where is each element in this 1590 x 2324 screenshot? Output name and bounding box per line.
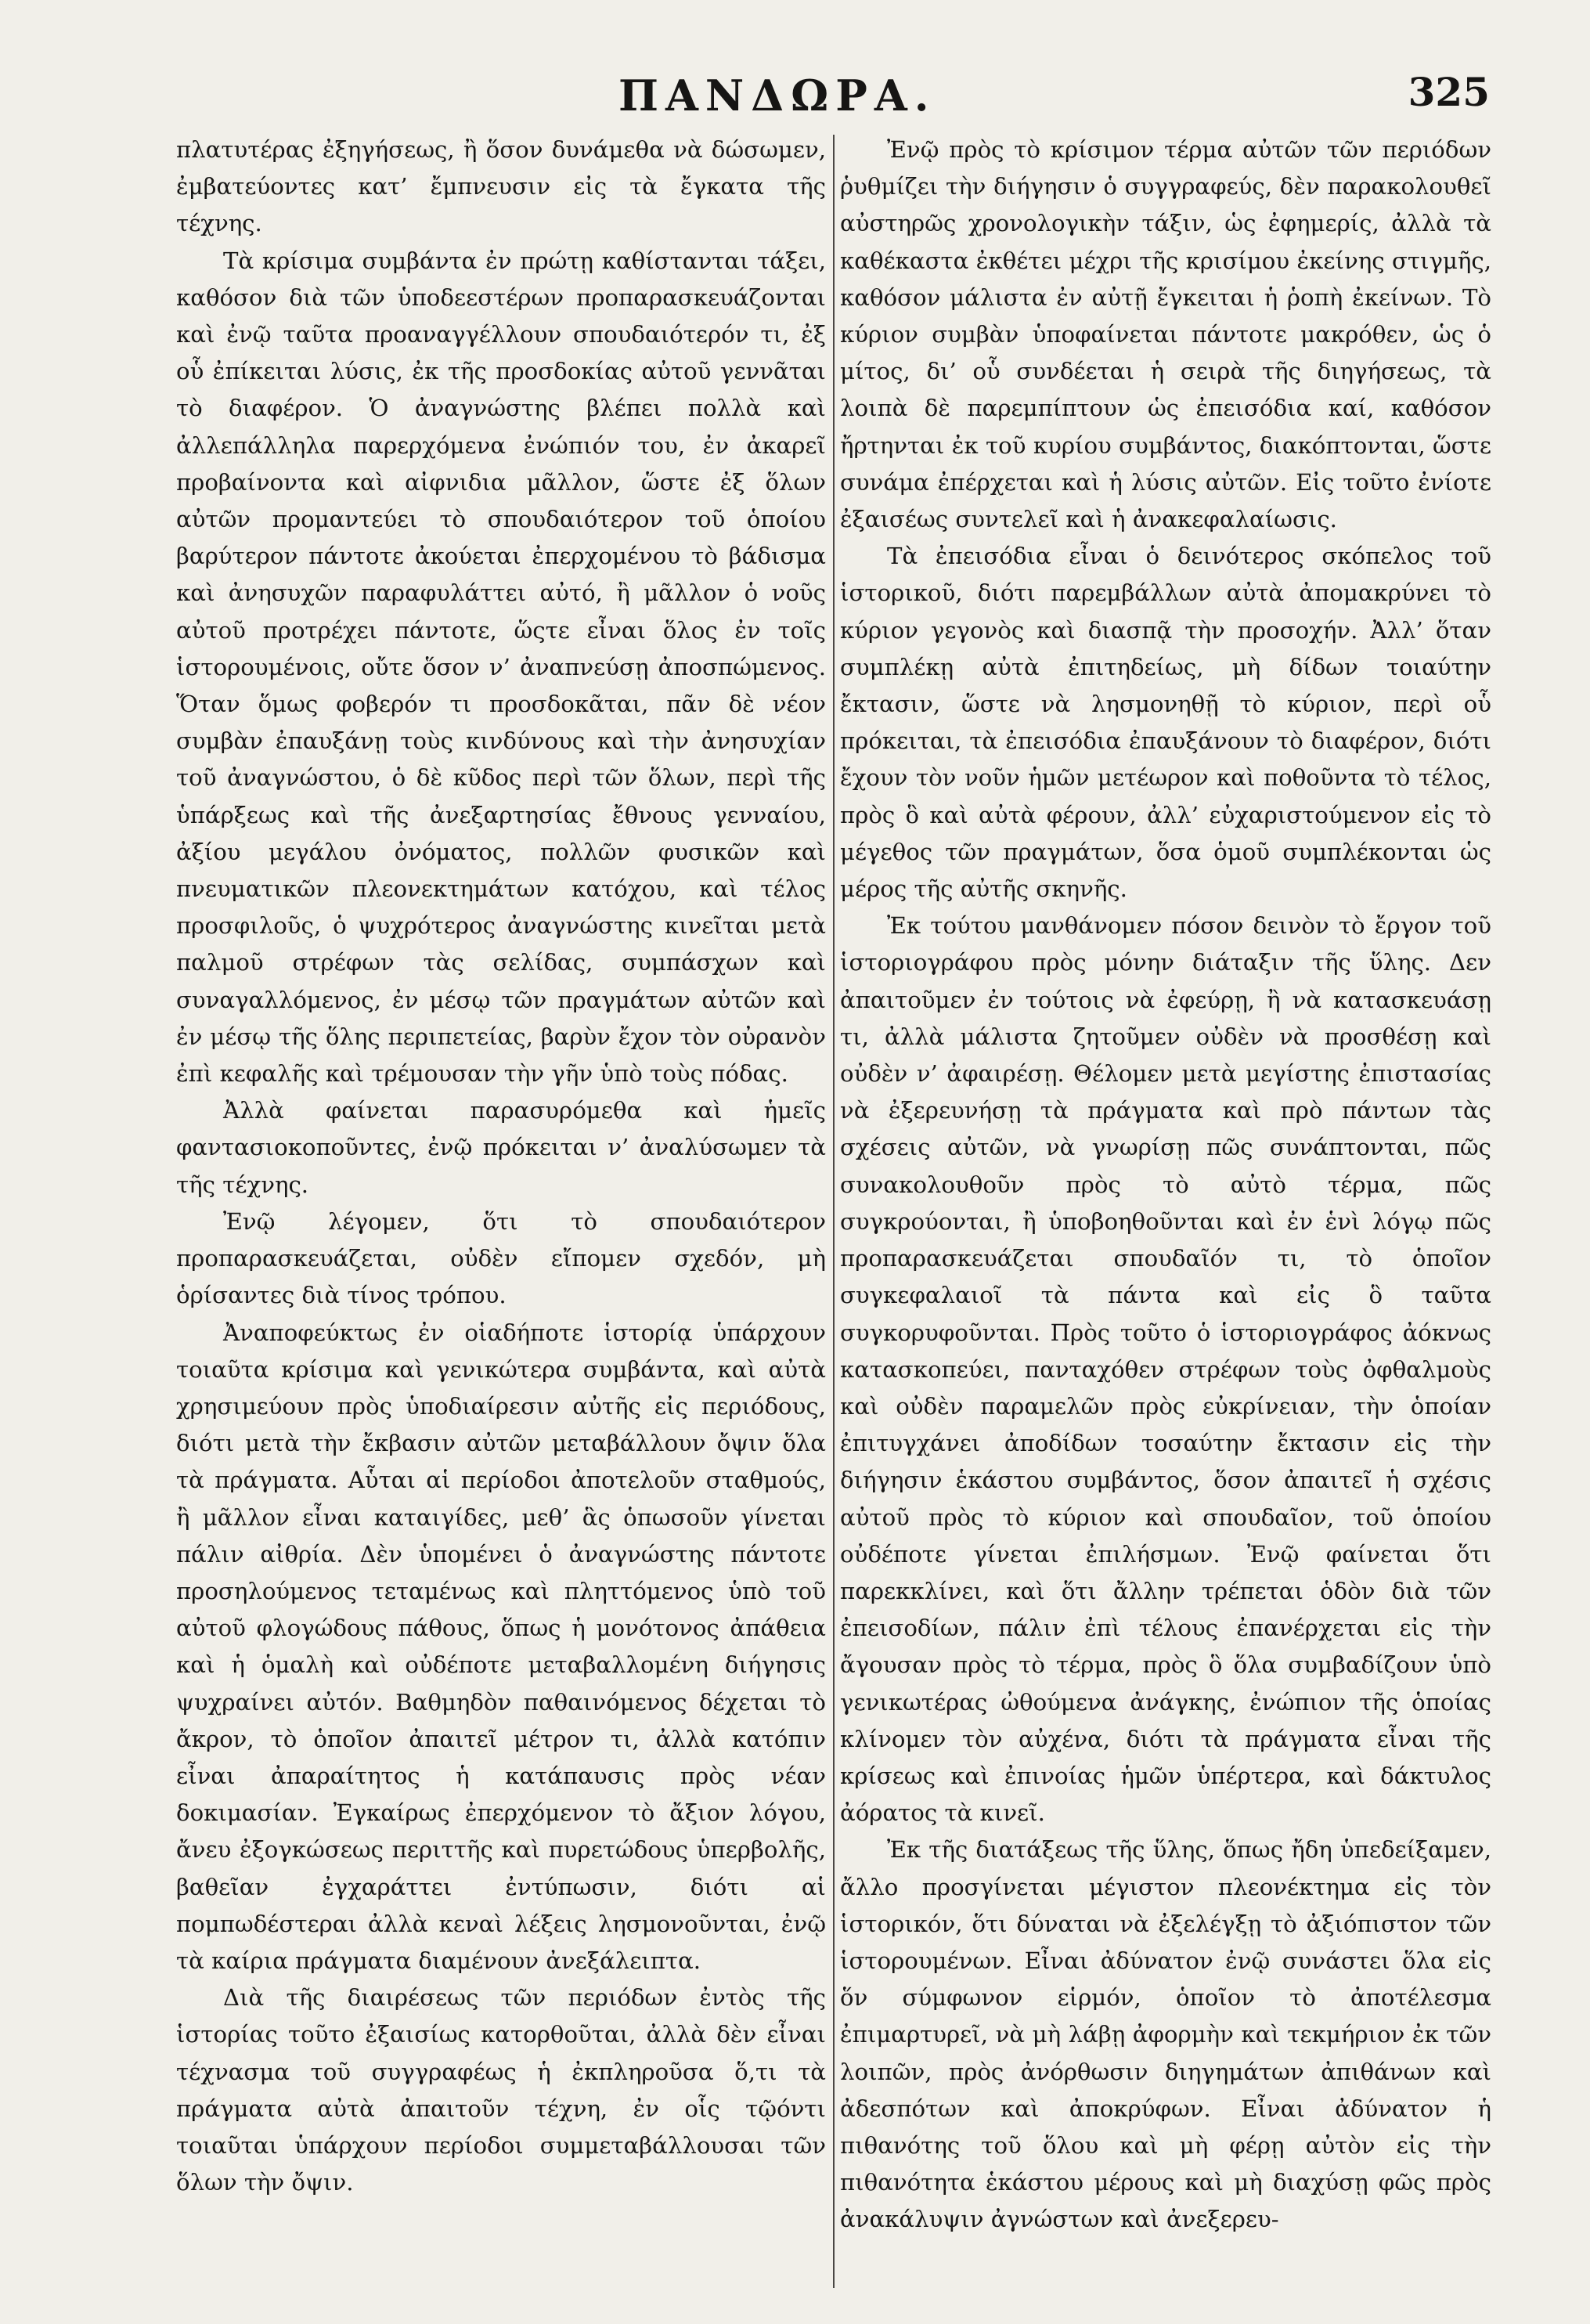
paragraph: Τὰ ἐπεισόδια εἶναι ὁ δεινότερος σκόπελος τοῦ ἱστορικοῦ, διότι παρεμβάλλων αὐτὰ ἀπομακρύνει τὸ κύριον γεγονὸς καὶ διασπᾷ τὴν προσοχήν. Ἀλλ’ ὅταν συμπλέκῃ αὐτὰ ἐπιτηδείως, μὴ δίδων τοιαύτην ἔκτασιν, ὥστε νὰ λησμονηθῇ τὸ κύριον, περὶ οὗ πρόκειται, τὰ ἐπεισόδια ἐπαυξάνουν τὸ διαφέρον, διότι ἔχουν τὸν νοῦν ἡμῶν μετέωρον καὶ ποθοῦντα τὸ τέλος, πρὸς ὃ καὶ αὐτὰ φέρουν, ἀλλ’ εὐχαριστούμενον εἰς τὸ μέγεθος τῶν πραγμάτων, ὅσα ὁμοῦ συμπλέκονται ὡς μέρος τῆς αὐτῆς σκηνῆς.	[840, 543, 1491, 903]
paragraph: Ἐκ τούτου μανθάνομεν πόσον δεινὸν τὸ ἔργον τοῦ ἱστοριογράφου πρὸς μόνην διάταξιν τῆς ὕλης. Δεν ἀπαιτοῦμεν ἐν τούτοις νὰ ἐφεύρῃ, ἢ νὰ κατασκευάσῃ τι, ἀλλὰ μάλιστα ζητοῦμεν οὐδὲν νὰ προσθέσῃ καὶ οὐδὲν ν’ ἀφαιρέσῃ. Θέλομεν μετὰ μεγίστης ἐπιστασίας νὰ ἐξερευνήσῃ τὰ πράγματα καὶ πρὸ πάντων τὰς σχέσεις αὐτῶν, νὰ γνωρίσῃ πῶς συνάπτονται, πῶς συνακολουθοῦν πρὸς τὸ αὐτὸ τέρμα, πῶς συγκρούονται, ἢ ὑποβοηθοῦνται καὶ ἐν ἑνὶ λόγῳ πῶς προπαρασκευάζεται σπουδαῖόν τι, τὸ ὁποῖον συγκεφαλαιοῖ τὰ πάντα καὶ εἰς ὃ ταῦτα συγκορυφοῦνται. Πρὸς τοῦτο ὁ ἱστοριογράφος ἀόκνως κατασκοπεύει, πανταχόθεν στρέφων τοὺς ὀφθαλμοὺς καὶ οὐδὲν παραμελῶν πρὸς εὐκρίνειαν, τὴν ὁποίαν ἐπιτυγχάνει ἀποδίδων τοσαύτην ἔκτασιν εἰς τὴν διήγησιν ἑκάστου συμβάντος, ὅσον ἀπαιτεῖ ἡ σχέσις αὐτοῦ πρὸς τὸ κύριον καὶ σπουδαῖον, τοῦ ὁποίου οὐδέποτε γίνεται ἐπιλήσμων. Ἐνῷ φαίνεται ὅτι παρεκκλίνει, καὶ ὅτι ἄλλην τρέπεται ὁδὸν διὰ τῶν ἐπεισοδίων, πάλιν ἐπὶ τέλους ἐπανέρχεται εἰς τὴν ἄγουσαν πρὸς τὸ τέρμα, πρὸς ὃ ὅλα συμβαδίζουν ὑπὸ γενικωτέρας ὠθούμενα ἀνάγκης, ἐνώπιον τῆς ὁποίας κλίνομεν τὸν αὐχένα, διότι τὰ πράγματα εἶναι τῆς κρίσεως καὶ ἐπινοίας ἡμῶν ὑπέρτερα, καὶ δάκτυλος ἀόρατος τὰ κινεῖ.	[840, 912, 1491, 1827]
paragraph: Ἀλλὰ φαίνεται παρασυρόμεθα καὶ ἡμεῖς φαντασιοκοποῦντες, ἐνῷ πρόκειται ν’ ἀναλύσωμεν τὰ τῆς τέχνης.	[176, 1097, 826, 1198]
left-column	[176, 132, 826, 2201]
paragraph: Ἐνῷ λέγομεν, ὅτι τὸ σπουδαιότερον προπαρασκευάζεται, οὐδὲν εἴπομεν σχεδόν, μὴ ὁρίσαντες διὰ τίνος τρόπου.	[176, 1207, 826, 1309]
paragraph: Ἐκ τῆς διατάξεως τῆς ὕλης, ὅπως ἤδη ὑπεδείξαμεν, ἄλλο προσγίνεται μέγιστον πλεονέκτημα εἰς τὸν ἱστορικόν, ὅτι δύναται νὰ ἐξελέγξῃ τὸ ἀξιόπιστον τῶν ἱστορουμένων. Εἶναι ἀδύνατον ἐνῷ συνάστει ὅλα εἰς ὅν σύμφωνον εἱρμόν, ὁποῖον τὸ ἀποτέλεσμα ἐπιμαρτυρεῖ, νὰ μὴ λάβῃ ἀφορμὴν καὶ τεκμήριον ἐκ τῶν λοιπῶν, πρὸς ἀνόρθωσιν διηγημάτων ἀπιθάνων καὶ ἀδεσπότων καὶ ἀποκρύφων. Εἶναι ἀδύνατον ἡ πιθανότης τοῦ ὅλου καὶ μὴ φέρῃ αὐτὸν εἰς τὴν πιθανότητα ἑκάστου μέρους καὶ μὴ διαχύσῃ φῶς πρὸς ἀνακάλυψιν ἀγνώστων καὶ ἀνεξερευ-	[840, 1836, 1491, 2233]
running-head	[0, 66, 1590, 128]
column-divider	[833, 135, 835, 2288]
paragraph: Ἐνῷ πρὸς τὸ κρίσιμον τέρμα αὐτῶν τῶν περιόδων ῥυθμίζει τὴν διήγησιν ὁ συγγραφεύς, δὲν παρακολουθεῖ αὐστηρῶς χρονολογικὴν τάξιν, ὡς ἐφημερίς, ἀλλὰ τὰ καθέκαστα ἐκθέτει μέχρι τῆς κρισίμου ἐκείνης στιγμῆς, καθόσον μάλιστα ἐν αὐτῇ ἔγκειται ἡ ῥοπὴ ἐκείνων. Τὸ κύριον συμβὰν ὑποφαίνεται πάντοτε μακρόθεν, ὡς ὁ μίτος, δι’ οὗ συνδέεται ἡ σειρὰ τῆς διηγήσεως, τὰ λοιπὰ δὲ παρεμπίπτουν ὡς ἐπεισόδια καί, καθόσον ἤρτηνται ἐκ τοῦ κυρίου συμβάντος, διακόπτονται, ὥστε συνάμα ἐπέρχεται καὶ ἡ λύσις αὐτῶν. Εἰς τοῦτο ἐνίοτε ἐξαισέως συντελεῖ καὶ ἡ ἀνακεφαλαίωσις.	[840, 136, 1491, 533]
paragraph: Τὰ κρίσιμα συμβάντα ἐν πρώτῃ καθίστανται τάξει, καθόσον διὰ τῶν ὑποδεεστέρων προπαρασκευάζονται καὶ ἐνῷ ταῦτα προαναγγέλλουν σπουδαιότερόν τι, ἐξ οὗ ἐπίκειται λύσις, ἐκ τῆς προσδοκίας αὐτοῦ γεννᾶται τὸ διαφέρον. Ὁ ἀναγνώστης βλέπει πολλὰ καὶ ἀλλεπάλληλα παρερχόμενα ἐνώπιόν του, ἐν ἀκαρεῖ προβαίνοντα καὶ αἰφνιδια μᾶλλον, ὥστε ἐξ ὅλων αὐτῶν προμαντεύει τὸ σπουδαιότερον τοῦ ὁποίου βαρύτερον πάντοτε ἀκούεται ἐπερχομένου τὸ βάδισμα καὶ ἀνησυχῶν παραφυλάττει αὐτό, ἢ μᾶλλον ὁ νοῦς αὐτοῦ προτρέχει πάντοτε, ὥςτε εἶναι ὅλος ἐν τοῖς ἱστορουμένοις, οὔτε ὅσον ν’ ἀναπνεύσῃ ἀποσπώμενος. Ὅταν ὅμως φοβερόν τι προσδοκᾶται, πᾶν δὲ νέον συμβὰν ἐπαυξάνῃ τοὺς κινδύνους καὶ τὴν ἀνησυχίαν τοῦ ἀναγνώστου, ὁ δὲ κῦδος περὶ τῶν ὅλων, περὶ τῆς ὑπάρξεως καὶ τῆς ἀνεξαρτησίας ἔθνους γενναίου, ἀξίου μεγάλου ὀνόματος, πολλῶν φυσικῶν καὶ πνευματικῶν πλεονεκτημάτων κατόχου, καὶ τέλος προσφιλοῦς, ὁ ψυχρότερος ἀναγνώστης κινεῖται μετὰ παλμοῦ στρέφων τὰς σελίδας, συμπάσχων καὶ συναγαλλόμενος, ἐν μέσῳ τῶν πραγμάτων αὐτῶν καὶ ἐν μέσῳ τῆς ὅλης περιπετείας, βαρὺν ἔχον τὸν οὐρανὸν ἐπὶ κεφαλῆς καὶ τρέμουσαν τὴν γῆν ὑπὸ τοὺς πόδας.	[176, 247, 826, 1088]
journal-title: ΠΑΝΔΩΡΑ.	[618, 70, 936, 121]
paragraph: πλατυτέρας ἐξηγήσεως, ἢ ὅσον δυνάμεθα νὰ δώσωμεν, ἐμβατεύοντες κατ’ ἔμπνευσιν εἰς τὰ ἔγκατα τῆς τέχνης.	[176, 136, 826, 237]
paragraph: Διὰ τῆς διαιρέσεως τῶν περιόδων ἐντὸς τῆς ἱστορίας τοῦτο ἐξαισίως κατορθοῦται, ἀλλὰ δὲν εἶναι τέχνασμα τοῦ συγγραφέως ἡ ἐκπληροῦσα ὅ,τι τὰ πράγματα αὐτὰ ἀπαιτοῦν τέχνη, ἐν οἷς τῷόντι τοιαῦται ὑπάρχουν περίοδοι συμμεταβάλλουσαι τῶν ὅλων τὴν ὄψιν.	[176, 1984, 826, 2196]
right-column	[840, 132, 1491, 2239]
paragraph: Ἀναποφεύκτως ἐν οἱαδήποτε ἱστορίᾳ ὑπάρχουν τοιαῦτα κρίσιμα καὶ γενικώτερα συμβάντα, καὶ αὐτὰ χρησιμεύουν πρὸς ὑποδιαίρεσιν αὐτῆς εἰς περιόδους, διότι μετὰ τὴν ἔκβασιν αὐτῶν μεταβάλλουν ὄψιν ὅλα τὰ πράγματα. Αὗται αἱ περίοδοι ἀποτελοῦν σταθμούς, ἢ μᾶλλον εἶναι καταιγίδες, μεθ’ ἃς ὁπωσοῦν γίνεται πάλιν αἰθρία. Δὲν ὑπομένει ὁ ἀναγνώστης πάντοτε προσηλούμενος τεταμένως καὶ πληττόμενος ὑπὸ τοῦ αὐτοῦ φλογώδους πάθους, ὅπως ἡ μονότονος ἀπάθεια καὶ ἡ ὁμαλὴ καὶ οὐδέποτε μεταβαλλομένη διήγησις ψυχραίνει αὐτόν. Βαθμηδὸν παθαινόμενος δέχεται τὸ ἄκρον, τὸ ὁποῖον ἀπαιτεῖ μέτρον τι, ἀλλὰ κατόπιν εἶναι ἀπαραίτητος ἡ κατάπαυσις πρὸς νέαν δοκιμασίαν. Ἐγκαίρως ἐπερχόμενον τὸ ἄξιον λόγου, ἄνευ ἐξογκώσεως περιττῆς καὶ πυρετώδους ὑπερβολῆς, βαθεῖαν ἐγχαράττει ἐντύπωσιν, διότι αἱ πομπωδέστεραι ἀλλὰ κεναὶ λέξεις λησμονοῦνται, ἐνῷ τὰ καίρια πράγματα διαμένουν ἀνεξάλειπτα.	[176, 1319, 826, 1974]
page-number: 325	[1408, 69, 1490, 115]
